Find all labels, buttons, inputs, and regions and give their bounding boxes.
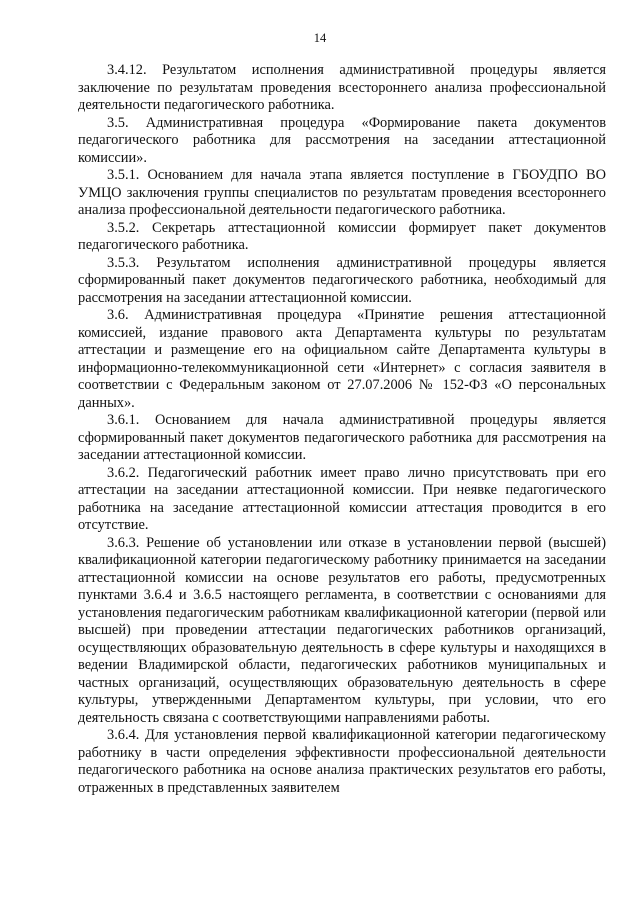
paragraph-3-6: 3.6. Административная процедура «Принятие решения аттестационной комиссией, издание правового акта Департамента культуры по результатам аттестации и размещение его на официальном сайте Департамента культуры в информационно-телекоммуникационной сети «Интернет» с согласия заявителя в соответствии с Федеральным законом от 27.07.2006 № 152-ФЗ «О персональных данных». [78,307,606,411]
paragraph-3-6-2: 3.6.2. Педагогический работник имеет право лично присутствовать при его аттестации на заседании аттестационной комиссии. При неявке педагогического работника на заседание аттестационной комиссии аттестация проводится в его отсутствие. [78,464,606,533]
paragraph-3-5: 3.5. Административная процедура «Формирование пакета документов педагогического работника для рассмотрения на заседании аттестационной комиссии». [78,114,606,166]
page-number: 14 [313,31,327,45]
paragraph-3-6-3: 3.6.3. Решение об установлении или отказе в установлении первой (высшей) квалификационной категории педагогическому работнику принимается на заседании аттестационной комиссии на основе результатов его работы, предусмотренных пунктами 3.6.4 и 3.6.5 настоящего регламента, в соответствии с основаниями для установления педагогическим работникам квалификационной категории (первой или высшей) при проведении аттестации педагогических работников организаций, осуществляющих образовательную деятельность в сфере культуры и находящихся в ведении Владимирской области, педагогических работников муниципальных и частных организаций, осуществляющих образовательную деятельность в сфере культуры, утвержденными Департаментом культуры, при условии, что его деятельность связана с соответствующими направлениями работы. [78,534,606,726]
paragraph-3-6-1: 3.6.1. Основанием для начала административной процедуры является сформированный пакет документов педагогического работника для рассмотрения на заседании аттестационной комиссии. [78,412,606,463]
paragraph-3-5-3: 3.5.3. Результатом исполнения административной процедуры является сформированный пакет документов педагогического работника, необходимый для рассмотрения на заседании аттестационной комиссии. [78,254,606,306]
paragraph-3-5-1: 3.5.1. Основанием для начала этапа является поступление в ГБОУДПО ВО УМЦО заключения группы специалистов по результатам проведения всестороннего анализа профессиональной деятельности педагогического работника. [78,167,606,218]
document-body [78,62,606,797]
paragraph-3-5-2: 3.5.2. Секретарь аттестационной комиссии формирует пакет документов педагогического работника. [78,219,606,253]
paragraph-3-4-12: 3.4.12. Результатом исполнения административной процедуры является заключение по результатам проведения всестороннего анализа профессиональной деятельности педагогического работника. [78,62,606,113]
paragraph-3-6-4: 3.6.4. Для установления первой квалификационной категории педагогическому работнику в части определения эффективности профессиональной деятельности педагогического работника на основе анализа практических результатов его работы, отраженных в представленных заявителем [78,727,606,796]
